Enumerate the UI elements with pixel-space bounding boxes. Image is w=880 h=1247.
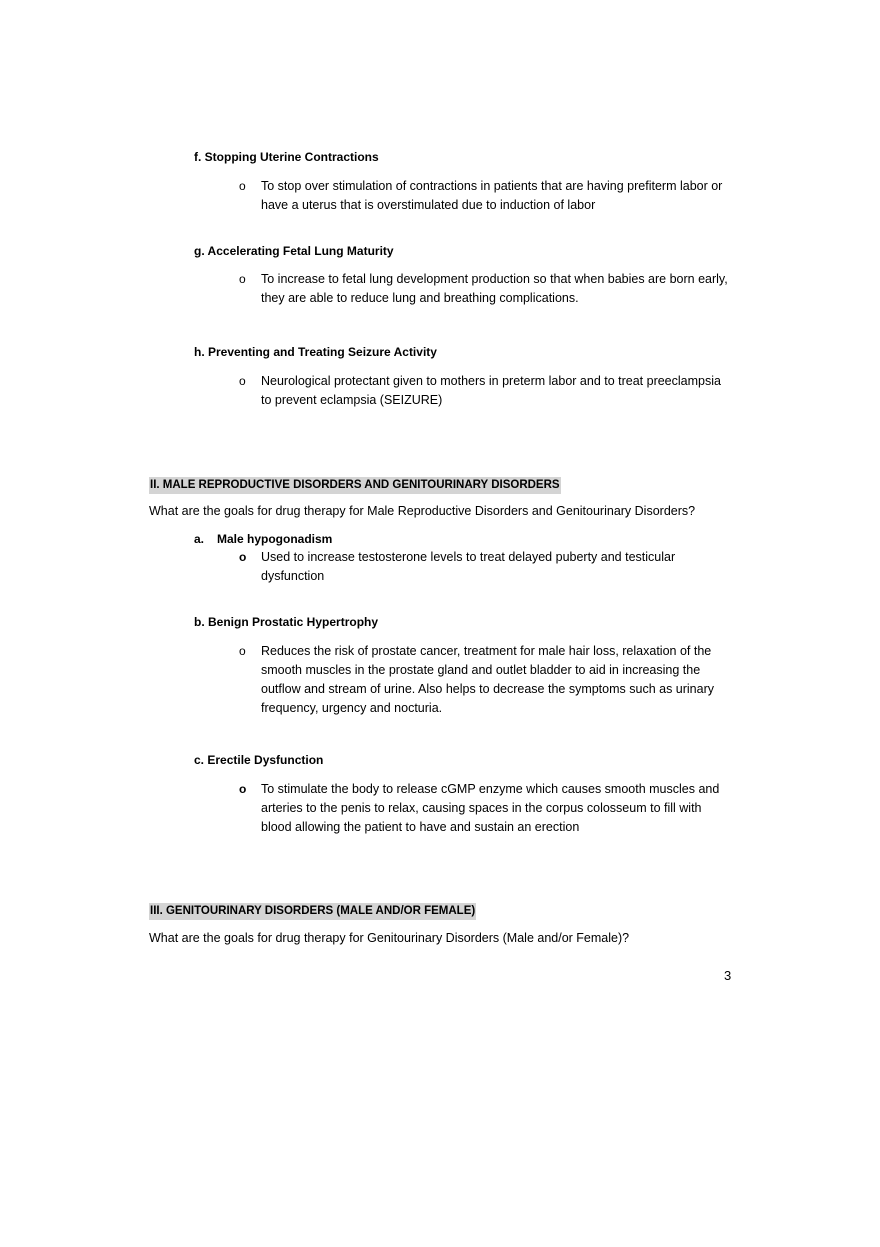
heading-erectile-dysfunction: c. Erectile Dysfunction bbox=[194, 753, 324, 767]
heading-stopping-uterine-contractions: f. Stopping Uterine Contractions bbox=[194, 150, 379, 164]
list-item bbox=[239, 642, 729, 722]
section-ii-question: What are the goals for drug therapy for Male Reproductive Disorders and Genitourinary Disorders? bbox=[149, 504, 696, 518]
section-iii-title-wrap bbox=[149, 901, 476, 920]
list-item-text: Neurological protectant given to mothers in preterm labor and to treat preeclampsia to prevent eclampsia (SEIZURE) bbox=[261, 374, 721, 407]
item-a-marker: a. bbox=[194, 532, 205, 546]
section-iii-title: III. GENITOURINARY DISORDERS (MALE AND/OR FEMALE) bbox=[149, 903, 476, 920]
bullet-icon: o bbox=[239, 782, 247, 796]
bullet-icon: o bbox=[239, 179, 246, 193]
list-item bbox=[239, 270, 729, 310]
bullet-icon: o bbox=[239, 374, 246, 388]
list-item-text: To increase to fetal lung development production so that when babies are born early, they are able to reduce lung and breathing complications. bbox=[261, 272, 728, 305]
page-number: 3 bbox=[724, 968, 732, 983]
section-iii-question: What are the goals for drug therapy for Genitourinary Disorders (Male and/or Female)? bbox=[149, 931, 630, 945]
bullet-icon: o bbox=[239, 272, 246, 286]
bullet-icon: o bbox=[239, 644, 246, 658]
section-ii-title: II. MALE REPRODUCTIVE DISORDERS AND GENITOURINARY DISORDERS bbox=[149, 477, 561, 494]
list-item bbox=[239, 780, 729, 840]
list-item bbox=[239, 548, 729, 588]
list-item-text: Used to increase testosterone levels to treat delayed puberty and testicular dysfunction bbox=[261, 550, 676, 583]
heading-benign-prostatic-hypertrophy: b. Benign Prostatic Hypertrophy bbox=[194, 615, 379, 629]
section-ii-title-wrap bbox=[149, 475, 561, 494]
heading-male-hypogonadism: Male hypogonadism bbox=[217, 532, 333, 546]
list-item bbox=[239, 177, 729, 217]
list-item bbox=[239, 372, 729, 412]
heading-accelerating-fetal-lung-maturity: g. Accelerating Fetal Lung Maturity bbox=[194, 244, 394, 258]
heading-preventing-treating-seizure-activity: h. Preventing and Treating Seizure Activity bbox=[194, 345, 437, 359]
list-item-text: To stop over stimulation of contractions in patients that are having prefiterm labor or have a uterus that is overstimulated due to induction of labor bbox=[261, 179, 723, 212]
list-item-text: Reduces the risk of prostate cancer, treatment for male hair loss, relaxation of the smooth muscles in the prostate gland and outlet bladder to aid in increasing the outflow and stream of urine. Also helps to decrease the symptoms such as urinary frequency, urgency and nocturia. bbox=[261, 644, 715, 715]
list-item-text: To stimulate the body to release cGMP enzyme which causes smooth muscles and arteries to the penis to relax, causing spaces in the corpus colosseum to fill with blood allowing the patient to have and sustain an erection bbox=[261, 782, 720, 834]
bullet-icon: o bbox=[239, 550, 247, 564]
